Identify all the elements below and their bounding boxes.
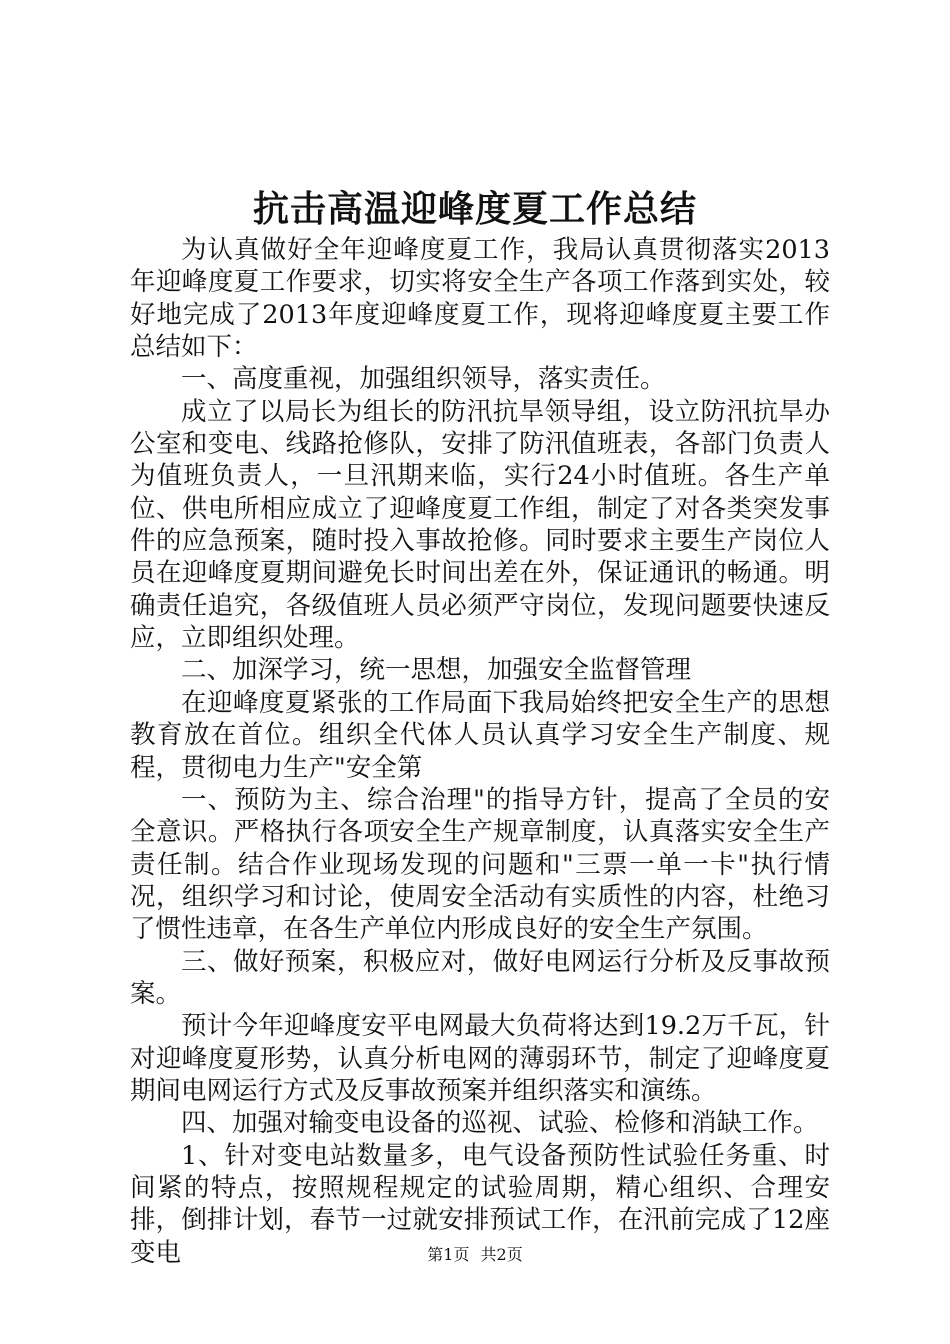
paragraph-section-2a: 在迎峰度夏紧张的工作局面下我局始终把安全生产的思想教育放在首位。组织全代体人员认真学习安全生产制度、规程，贯彻电力生产"安全第 [130, 687, 830, 783]
document-body [130, 234, 830, 1269]
page-total: 共2页 [480, 1245, 523, 1264]
paragraph-section-2b: 一、预防为主、综合治理"的指导方针，提高了全员的安全意识。严格执行各项安全生产规章制度，认真落实安全生产责任制。结合作业现场发现的问题和"三票一单一卡"执行情况，组织学习和讨论，使周安全活动有实质性的内容，杜绝习了惯性违章，在各生产单位内形成良好的安全生产氛围。 [130, 784, 830, 945]
paragraph-section-1: 成立了以局长为组长的防汛抗旱领导组，设立防汛抗旱办公室和变电、线路抢修队，安排了防汛值班表，各部门负责人为值班负责人，一旦汛期来临，实行24小时值班。各生产单位、供电所相应成立了迎峰度夏工作组，制定了对各类突发事件的应急预案，随时投入事故抢修。同时要求主要生产岗位人员在迎峰度夏期间避免长时间出差在外，保证通讯的畅通。明确责任追究，各级值班人员必须严守岗位，发现问题要快速反应，立即组织处理。 [130, 396, 830, 654]
document-title: 抗击高温迎峰度夏工作总结 [252, 188, 697, 230]
heading-section-2: 二、加深学习，统一思想，加强安全监督管理 [181, 655, 692, 686]
paragraph-section-3: 预计今年迎峰度安平电网最大负荷将达到19.2万千瓦，针对迎峰度夏形势，认真分析电网的薄弱环节，制定了迎峰度夏期间电网运行方式及反事故预案并组织落实和演练。 [130, 1011, 830, 1106]
heading-section-3: 三、做好预案，积极应对，做好电网运行分析及反事故预案。 [130, 946, 830, 1009]
paragraph-intro: 为认真做好全年迎峰度夏工作，我局认真贯彻落实2013年迎峰度夏工作要求，切实将安全生产各项工作落到实处，较好地完成了2013年度迎峰度夏工作，现将迎峰度夏主要工作总结如下： [130, 235, 830, 363]
page-number: 第1页 [427, 1245, 470, 1264]
heading-section-1: 一、高度重视，加强组织领导，落实责任。 [181, 364, 666, 395]
heading-section-4: 四、加强对输变电设备的巡视、试验、检修和消缺工作。 [181, 1108, 819, 1139]
page-footer [0, 1244, 950, 1266]
paragraph-section-4-item-1: 1、针对变电站数量多，电气设备预防性试验任务重、时间紧的特点，按照规程规定的试验周期，精心组织、合理安排，倒排计划，春节一过就安排预试工作，在汛前完成了12座变电 [130, 1140, 830, 1268]
